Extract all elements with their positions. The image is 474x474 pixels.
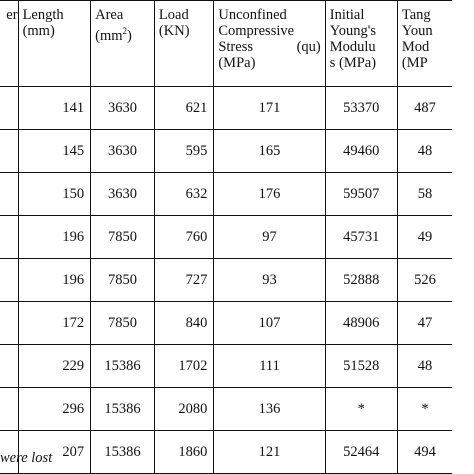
cell-load: 840 xyxy=(154,302,213,345)
cell-load: 1702 xyxy=(154,345,213,388)
cell-length: 196 xyxy=(18,259,91,302)
header-ucs-unit: (MPa) xyxy=(218,55,256,71)
header-initial-unit: s (MPa) xyxy=(329,55,377,71)
cell-area: 15386 xyxy=(91,388,155,431)
cell-tangent: 487 xyxy=(397,87,452,130)
header-initial-line1: Initial xyxy=(329,7,365,23)
header-cell-load xyxy=(154,1,213,87)
header-ucs-line3: Stress (qu) xyxy=(218,39,321,55)
cell-ucs: 107 xyxy=(214,302,325,345)
cell-initial: 53370 xyxy=(325,87,397,130)
cell-specimen xyxy=(0,130,18,173)
cell-length: 229 xyxy=(18,345,91,388)
cell-area: 15386 xyxy=(91,431,155,474)
cell-initial: 52464 xyxy=(325,431,397,474)
cell-initial: 48906 xyxy=(325,302,397,345)
header-initial-line3: Modulu xyxy=(329,39,376,55)
cell-area: 3630 xyxy=(91,87,155,130)
cell-ucs: 136 xyxy=(214,388,325,431)
cell-length: 196 xyxy=(18,216,91,259)
cell-tangent: 48 xyxy=(397,130,452,173)
cell-load: 595 xyxy=(154,130,213,173)
cell-ucs: 111 xyxy=(214,345,325,388)
header-area-label: Area xyxy=(95,7,124,23)
cell-ucs: 93 xyxy=(214,259,325,302)
header-area-unit: $(mm^2)$ xyxy=(95,26,132,44)
cell-tangent: 49 xyxy=(397,216,452,259)
cell-load: 632 xyxy=(154,173,213,216)
header-cell-area xyxy=(91,1,155,87)
header-tangent-unit: (MP xyxy=(401,55,428,71)
cell-length: 145 xyxy=(18,130,91,173)
cell-tangent: 48 xyxy=(397,345,452,388)
table-row xyxy=(0,431,452,474)
cell-area: 7850 xyxy=(91,216,155,259)
cell-initial: * xyxy=(325,388,397,431)
cell-length: 141 xyxy=(18,87,91,130)
cell-length: 172 xyxy=(18,302,91,345)
cell-specimen xyxy=(0,388,18,431)
cell-ucs: 171 xyxy=(214,87,325,130)
table-row xyxy=(0,173,452,216)
header-initial-line2: Young's xyxy=(329,23,377,39)
cell-load: 760 xyxy=(154,216,213,259)
cell-load: 1860 xyxy=(154,431,213,474)
cell-initial: 52888 xyxy=(325,259,397,302)
cell-area: 7850 xyxy=(91,259,155,302)
cell-area: 15386 xyxy=(91,345,155,388)
table-row xyxy=(0,87,452,130)
cell-initial: 45731 xyxy=(325,216,397,259)
cell-area: 7850 xyxy=(91,302,155,345)
cell-ucs: 176 xyxy=(214,173,325,216)
header-tangent-line3: Mod xyxy=(401,39,430,55)
header-cell-length xyxy=(18,1,91,87)
cell-tangent: 526 xyxy=(397,259,452,302)
cell-load: 727 xyxy=(154,259,213,302)
table-row xyxy=(0,302,452,345)
header-tangent-line1: Tang xyxy=(401,7,431,23)
cell-specimen xyxy=(0,87,18,130)
cell-length: 150 xyxy=(18,173,91,216)
table-row xyxy=(0,130,452,173)
header-cell-initial-modulus xyxy=(325,1,397,87)
cell-initial: 51528 xyxy=(325,345,397,388)
header-cell-ucs xyxy=(214,1,325,87)
header-tangent-line2: Youn xyxy=(401,23,433,39)
cell-ucs: 97 xyxy=(214,216,325,259)
cell-tangent: 58 xyxy=(397,173,452,216)
header-load-unit: (KN) xyxy=(158,23,190,39)
cell-initial: 59507 xyxy=(325,173,397,216)
table-row xyxy=(0,388,452,431)
cell-ucs: 165 xyxy=(214,130,325,173)
cell-load: 2080 xyxy=(154,388,213,431)
table-row xyxy=(0,216,452,259)
header-row xyxy=(0,1,452,87)
cell-area: 3630 xyxy=(91,173,155,216)
cell-area: 3630 xyxy=(91,130,155,173)
cell-specimen xyxy=(0,345,18,388)
header-specimen-label: er xyxy=(6,7,18,23)
header-length-unit: (mm) xyxy=(22,23,55,39)
table-body xyxy=(0,87,452,474)
cell-tangent: * xyxy=(397,388,452,431)
header-cell-specimen xyxy=(0,1,18,87)
cell-length: 296 xyxy=(18,388,91,431)
header-ucs-line1: Unconfined xyxy=(218,7,287,23)
cell-ucs: 121 xyxy=(214,431,325,474)
footnote: were lost xyxy=(0,450,53,466)
cell-specimen xyxy=(0,216,18,259)
cell-length: 207 xyxy=(18,431,91,474)
cell-initial: 49460 xyxy=(325,130,397,173)
cell-tangent: 47 xyxy=(397,302,452,345)
cell-tangent: 494 xyxy=(397,431,452,474)
table-row xyxy=(0,259,452,302)
header-cell-tangent-modulus xyxy=(397,1,452,87)
header-length-label: Length xyxy=(22,7,64,23)
header-load-label: Load xyxy=(158,7,189,23)
cell-load: 621 xyxy=(154,87,213,130)
cell-specimen xyxy=(0,302,18,345)
cell-specimen xyxy=(0,173,18,216)
table-row xyxy=(0,345,452,388)
header-ucs-line2: Compressive xyxy=(218,23,295,39)
cell-specimen xyxy=(0,259,18,302)
